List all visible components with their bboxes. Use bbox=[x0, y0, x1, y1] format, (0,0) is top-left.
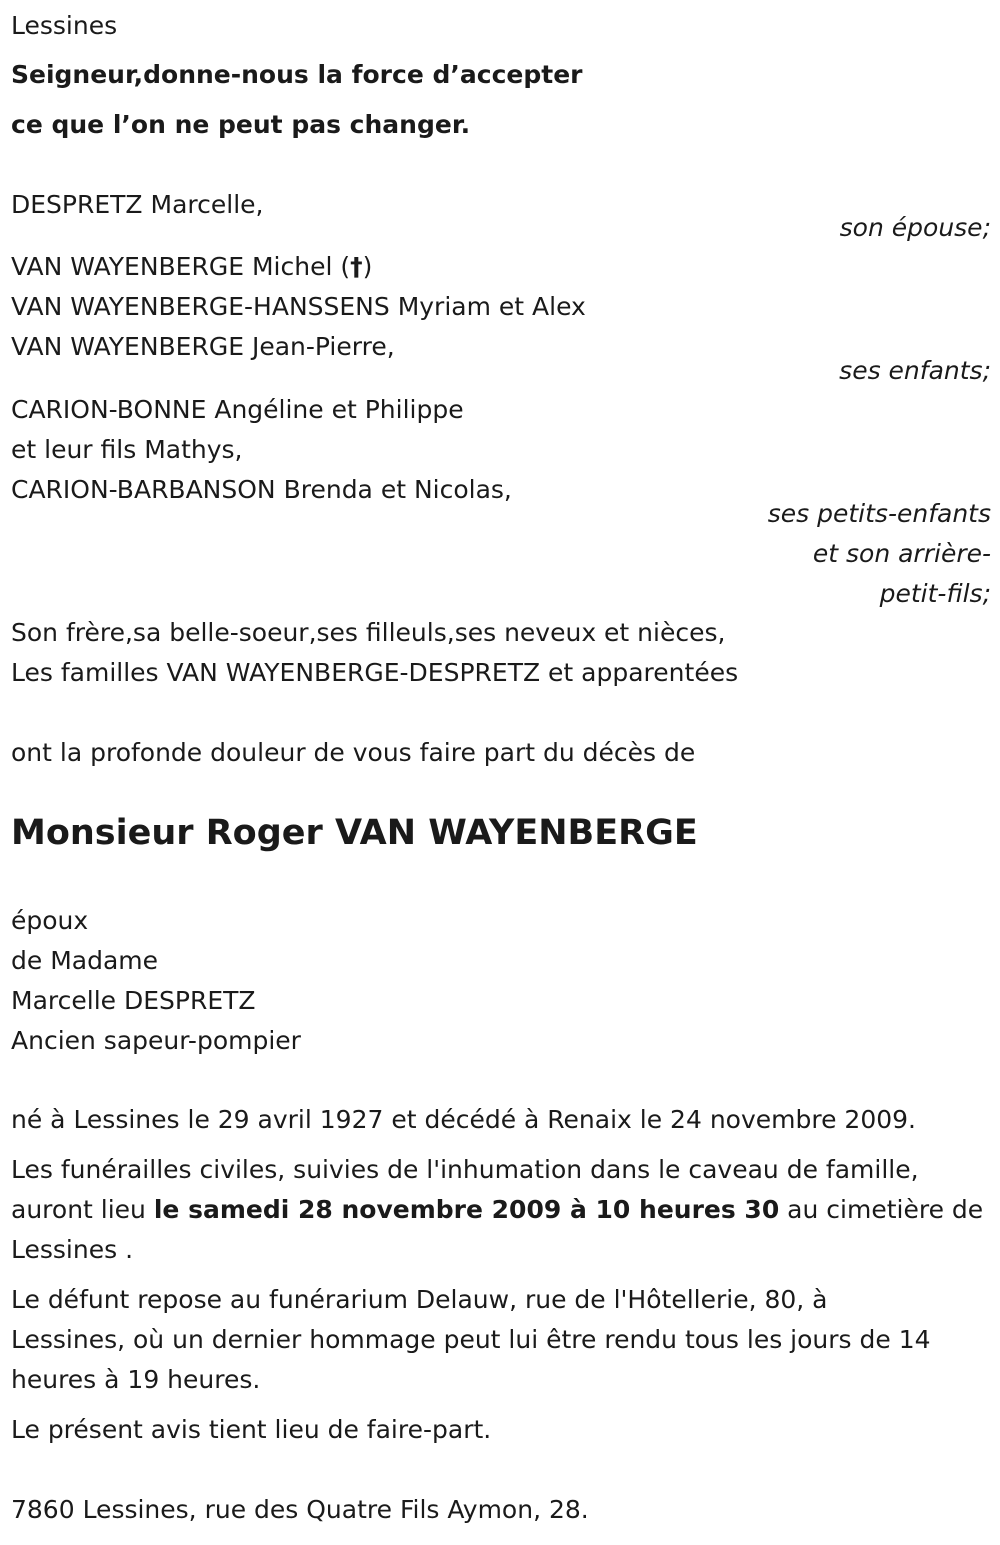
child-2: VAN WAYENBERGE-HANSSENS Myriam et Alex bbox=[11, 292, 586, 321]
deceased-line-4: Ancien sapeur-pompier bbox=[11, 1026, 301, 1055]
children-role: ses enfants; bbox=[839, 356, 991, 385]
deceased-name: Monsieur Roger VAN WAYENBERGE bbox=[11, 813, 698, 853]
announcement: ont la profonde douleur de vous faire part du décès de bbox=[11, 738, 696, 767]
spouse-name: DESPRETZ Marcelle, bbox=[11, 190, 264, 219]
address: 7860 Lessines, rue des Quatre Fils Aymon, 28. bbox=[11, 1495, 589, 1524]
grandchild-3: CARION-BARBANSON Brenda et Nicolas, bbox=[11, 475, 512, 504]
child-3: VAN WAYENBERGE Jean-Pierre, bbox=[11, 332, 395, 361]
spouse-role: son épouse; bbox=[839, 213, 991, 242]
location: Lessines bbox=[11, 11, 118, 40]
grandchildren-role-2: et son arrière- bbox=[812, 539, 991, 568]
funeral-line-1: Les funérailles civiles, suivies de l'inhumation dans le caveau de famille, bbox=[11, 1155, 919, 1184]
others-line-2: Les familles VAN WAYENBERGE-DESPRETZ et apparentées bbox=[11, 658, 739, 687]
notice: Le présent avis tient lieu de faire-part. bbox=[11, 1415, 492, 1444]
funeral-line-2-pre: auront lieu bbox=[11, 1195, 154, 1224]
birth-death-dates: né à Lessines le 29 avril 1927 et décédé à Renaix le 24 novembre 2009. bbox=[11, 1105, 916, 1134]
funeral-date-time: le samedi 28 novembre 2009 à 10 heures 30 bbox=[153, 1195, 780, 1224]
prayer-line-1: Seigneur,donne-nous la force d’accepter bbox=[11, 60, 583, 89]
prayer-line-2: ce que l’on ne peut pas changer. bbox=[11, 110, 471, 139]
grandchild-1: CARION-BONNE Angéline et Philippe bbox=[11, 395, 464, 424]
grandchildren-role-1: ses petits-enfants bbox=[767, 499, 991, 528]
deceased-line-2: de Madame bbox=[11, 946, 159, 975]
deceased-line-1: époux bbox=[11, 906, 89, 935]
child-1-name: VAN WAYENBERGE Michel ( bbox=[11, 252, 351, 281]
repose-line-2: Lessines, où un dernier hommage peut lui être rendu tous les jours de 14 bbox=[11, 1325, 931, 1354]
deceased-line-3: Marcelle DESPRETZ bbox=[11, 986, 256, 1015]
repose-line-1: Le défunt repose au funérarium Delauw, rue de l'Hôtellerie, 80, à bbox=[11, 1285, 828, 1314]
cross-icon: † bbox=[350, 252, 363, 281]
funeral-line-3: Lessines . bbox=[11, 1235, 134, 1264]
funeral-line-2 bbox=[11, 1190, 983, 1230]
funeral-line-2-post: au cimetière de bbox=[779, 1195, 984, 1224]
child-1-end: ) bbox=[362, 252, 373, 281]
grandchildren-role-3: petit-fils; bbox=[879, 579, 991, 608]
grandchild-2: et leur fils Mathys, bbox=[11, 435, 243, 464]
repose-line-3: heures à 19 heures. bbox=[11, 1365, 261, 1394]
others-line-1: Son frère,sa belle-soeur,ses filleuls,ses neveux et nièces, bbox=[11, 618, 726, 647]
child-1 bbox=[11, 247, 372, 287]
